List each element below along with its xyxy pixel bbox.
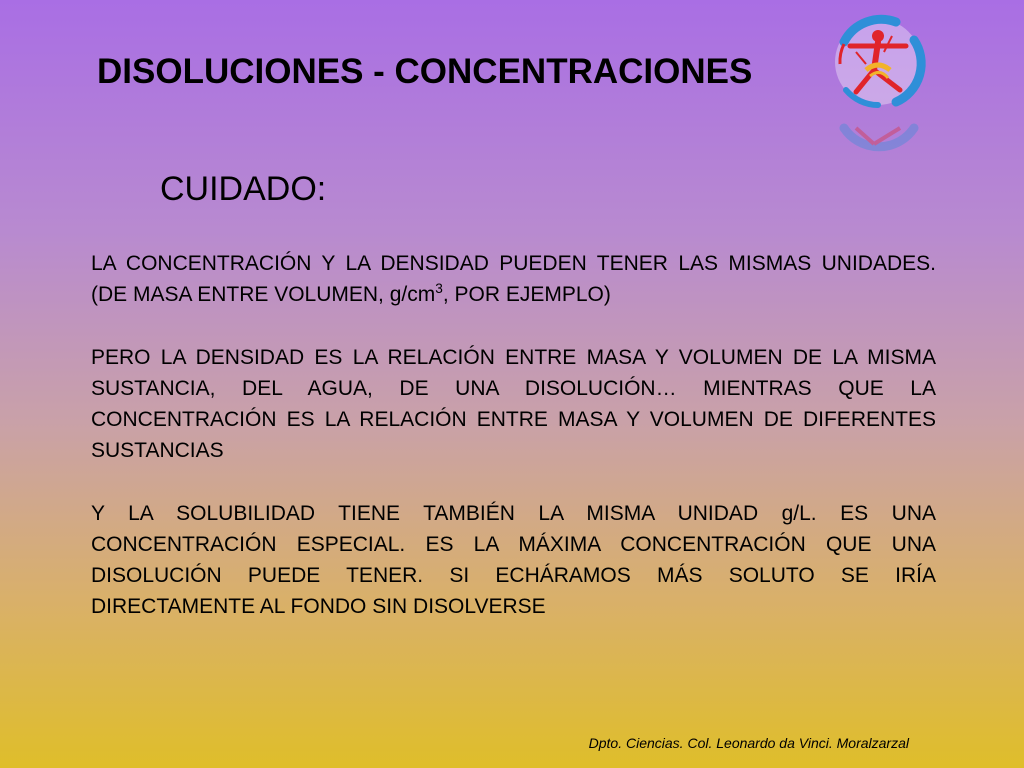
footer-credit: Dpto. Ciencias. Col. Leonardo da Vinci. Moralzarzal	[588, 735, 909, 751]
paragraph-units-text: LA CONCENTRACIÓN Y LA DENSIDAD PUEDEN TENER LAS MISMAS UNIDADES. (DE MASA ENTRE VOLUMEN, g/cm	[91, 252, 936, 306]
paragraph-units-tail: , POR EJEMPLO)	[442, 283, 611, 306]
superscript-3: 3	[435, 281, 443, 296]
school-logo-icon	[826, 12, 930, 160]
slide-title: DISOLUCIONES - CONCENTRACIONES	[97, 52, 753, 91]
paragraph-solubility: Y LA SOLUBILIDAD TIENE TAMBIÉN LA MISMA UNIDAD g/L. ES UNA CONCENTRACIÓN ESPECIAL. ES LA MÁXIMA CONCENTRACIÓN QUE UNA DISOLUCIÓN PUEDE TENER. SI ECHÁRAMOS MÁS SOLUTO SE IRÍA DIRECTAMENTE AL FONDO SIN DISOLVERSE	[91, 502, 936, 618]
paragraph-units	[91, 248, 936, 310]
paragraph-density: PERO LA DENSIDAD ES LA RELACIÓN ENTRE MASA Y VOLUMEN DE LA MISMA SUSTANCIA, DEL AGUA, DE UNA DISOLUCIÓN… MIENTRAS QUE LA CONCENTRACIÓN ES LA RELACIÓN ENTRE MASA Y VOLUMEN DE DIFERENTES SUSTANCIAS	[91, 346, 936, 462]
subtitle-caution: CUIDADO:	[160, 170, 327, 208]
